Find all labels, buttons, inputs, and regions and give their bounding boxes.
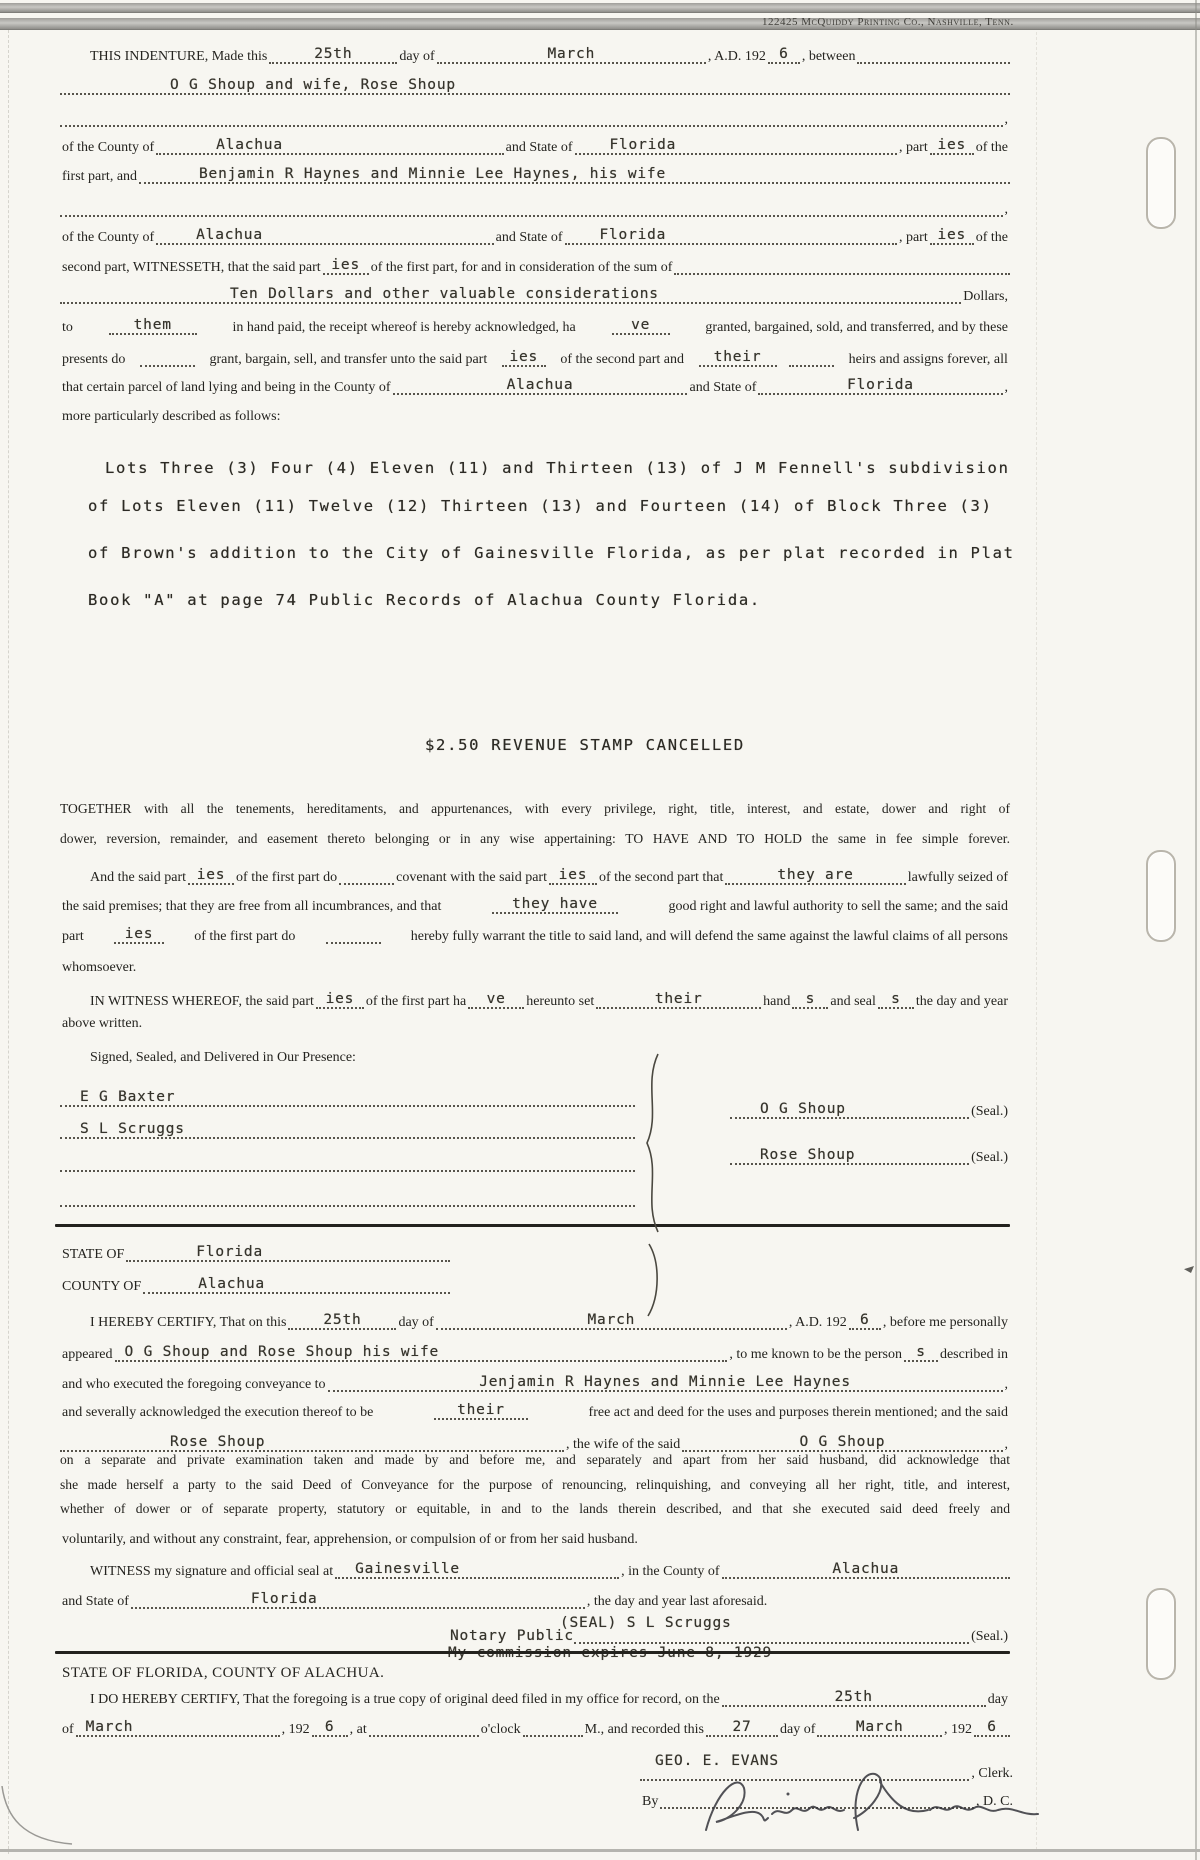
typed-fill: Jenjamin R Haynes and Minnie Lee Haynes — [328, 1375, 1003, 1393]
form-line — [60, 1370, 1010, 1392]
form-text: , Clerk. — [971, 1766, 1013, 1781]
right-edge-line — [1195, 0, 1197, 1860]
form-line — [60, 1272, 450, 1294]
form-line — [60, 373, 1010, 395]
form-line — [60, 133, 1010, 155]
form-text: And the said part — [90, 870, 187, 885]
hole-punch — [1146, 850, 1176, 942]
form-line — [60, 802, 1010, 824]
form-line — [60, 195, 1010, 217]
typed-fill: 25th — [269, 47, 397, 65]
form-text: and severally acknowledged the execution thereof to be — [62, 1405, 374, 1420]
dotted-leader — [60, 1168, 635, 1172]
typed-fill: March — [817, 1720, 942, 1738]
dotted-leader — [857, 60, 1010, 64]
form-text: of the first part do — [236, 870, 338, 885]
form-text: of the — [975, 230, 1008, 245]
form-text: of the first part do — [194, 929, 296, 944]
form-line — [60, 105, 1010, 127]
form-text: day of — [398, 1315, 434, 1330]
typed-fill: March — [76, 1720, 280, 1738]
typed-fill: 27 — [706, 1720, 778, 1738]
form-text: first part, and — [62, 169, 138, 184]
form-line — [60, 1185, 635, 1207]
form-text: dower, reversion, remainder, and easement thereto belonging or in any wise appertaining: TO HAVE AND TO HOLD the same in fee simple forever. — [60, 831, 1010, 846]
form-text: and who executed the foregoing conveyance to — [62, 1377, 326, 1392]
spacer — [769, 1607, 1010, 1609]
form-text: and State of — [505, 140, 573, 155]
form-text: in hand paid, the receipt whereof is hereby acknowledged, ha — [232, 320, 576, 335]
form-text: , in the County of — [621, 1564, 720, 1579]
typed-fill: Florida — [565, 228, 897, 246]
form-line — [60, 1398, 1010, 1420]
form-line — [60, 1340, 1010, 1362]
typed-fill: Alachua — [156, 138, 503, 156]
typed-fill: O G Shoup and Rose Shoup his wife — [115, 1345, 728, 1363]
form-text: , — [1004, 202, 1008, 217]
margin-fold-line — [1036, 32, 1037, 1850]
typed-fill: 6 — [974, 1720, 1010, 1738]
form-line — [60, 162, 1010, 184]
hole-punch — [1146, 137, 1176, 229]
form-line — [60, 402, 1010, 424]
dotted-leader — [326, 940, 381, 944]
form-line — [88, 1557, 1010, 1579]
form-line — [88, 493, 993, 515]
notary-brace-icon — [645, 1242, 665, 1318]
form-text: second part, WITNESSETH, that the said part — [62, 260, 321, 275]
form-text: By — [642, 1794, 659, 1809]
form-line — [60, 1453, 1010, 1475]
form-text: , part — [898, 140, 928, 155]
form-text: of the second part and — [560, 352, 684, 367]
typed-fill: Florida — [126, 1245, 450, 1263]
form-text: free act and deed for the uses and purposes therein mentioned; and the said — [588, 1405, 1008, 1420]
typed-fill: Ten Dollars and other valuable considerations — [60, 287, 961, 305]
typed-fill: 25th — [722, 1690, 986, 1708]
form-line — [60, 345, 1010, 367]
form-text: , — [1004, 380, 1008, 395]
form-text: of the first part, for and in consideration of the sum of — [370, 260, 673, 275]
form-line — [88, 587, 761, 609]
typed-fill: S L Scruggs — [60, 1122, 635, 1140]
form-text: (Seal.) — [971, 1150, 1008, 1165]
form-text: that certain parcel of land lying and being in the County of — [62, 380, 391, 395]
form-text: , the day and year last aforesaid. — [586, 1594, 768, 1609]
separator-rule — [55, 1224, 1010, 1227]
form-line — [60, 223, 1010, 245]
form-text: STATE OF FLORIDA, COUNTY OF ALACHUA. — [62, 1665, 385, 1681]
form-line — [60, 282, 1010, 304]
form-line — [60, 1009, 1010, 1031]
scan-artifact — [1184, 1266, 1194, 1273]
form-text: , A.D. 192 — [707, 49, 766, 64]
form-text: hand — [763, 994, 791, 1009]
form-text: , before me personally — [882, 1315, 1008, 1330]
typed-fill: ies — [549, 868, 597, 886]
typed-fill: Rose Shoup — [730, 1148, 969, 1166]
typed-fill: s — [878, 992, 914, 1010]
form-text: Dollars, — [963, 289, 1008, 304]
form-text: TOGETHER with all the tenements, hereditaments, and appurtenances, with every privilege, right, title, interest, and estate, dower and right of — [60, 801, 1010, 816]
form-line — [60, 1502, 1010, 1524]
form-line — [60, 313, 1010, 335]
typed-fill: Benjamin R Haynes and Minnie Lee Haynes, his wife — [139, 167, 1010, 185]
dotted-leader — [789, 363, 834, 367]
form-text: day of — [779, 1722, 816, 1737]
form-text: of the County of — [62, 140, 155, 155]
form-text: presents do — [62, 352, 126, 367]
typed-fill: Florida — [758, 378, 1002, 396]
form-line — [88, 42, 1010, 64]
form-text: described in — [939, 1347, 1008, 1362]
typed-text: Lots Three (3) Four (4) Eleven (11) and Thirteen (13) of J M Fennell's subdivision — [105, 458, 1010, 477]
typed-fill: 6 — [312, 1720, 348, 1738]
typed-fill: Rose Shoup — [60, 1435, 564, 1453]
typed-fill: Florida — [575, 138, 897, 156]
form-text: WITNESS my signature and official seal at — [90, 1564, 334, 1579]
typed-fill: s — [904, 1345, 938, 1363]
typed-fill: their — [699, 350, 777, 368]
form-line — [88, 1685, 1010, 1707]
typed-fill: 6 — [849, 1313, 881, 1331]
form-text: of the first part ha — [365, 994, 467, 1009]
typed-fill: Alachua — [393, 378, 688, 396]
form-text: more particularly described as follows: — [62, 409, 281, 424]
printer-mark: 122425 McQuiddy Printing Co., Nashville, Tenn. — [762, 16, 1014, 28]
typed-fill: them — [109, 318, 197, 336]
typed-fill: 25th — [288, 1313, 396, 1331]
typed-fill: Alachua — [722, 1562, 1010, 1580]
typed-fill: March — [436, 1313, 787, 1331]
form-line — [60, 832, 1010, 854]
form-text: on a separate and private examination taken and made by and before me, and separately and apart from her said husband, did acknowledge that — [60, 1452, 1010, 1467]
form-text: (Seal.) — [971, 1629, 1008, 1644]
form-line — [60, 1659, 1010, 1681]
form-line — [60, 1430, 1010, 1452]
form-text: part — [62, 929, 84, 944]
typed-fill: they are — [725, 868, 905, 886]
form-line — [448, 1639, 772, 1661]
form-text: o'clock — [480, 1722, 521, 1737]
form-line — [60, 1085, 635, 1107]
form-text: lawfully seized of — [907, 870, 1008, 885]
typed-fill: Alachua — [143, 1277, 450, 1295]
typed-fill: ies — [114, 927, 164, 945]
form-text: , 192 — [944, 1722, 972, 1737]
form-line — [60, 1478, 1010, 1500]
strikethrough-rule — [55, 1651, 1010, 1654]
dotted-leader — [339, 881, 394, 885]
form-text: hereby fully warrant the title to said land, and will defend the same against the lawful claims of all persons — [410, 929, 1008, 944]
form-text: I HEREBY CERTIFY, That on this — [90, 1315, 287, 1330]
form-text: STATE OF — [62, 1247, 125, 1262]
form-line — [88, 987, 1010, 1009]
form-line — [60, 922, 1010, 944]
dotted-leader — [60, 123, 1003, 127]
form-text: I DO HEREBY CERTIFY, That the foregoing is a true copy of original deed filed in my office for record, on the — [90, 1692, 720, 1707]
form-text: (Seal.) — [971, 1104, 1008, 1119]
form-text: voluntarily, and without any constraint, fear, apprehension, or compulsion of or from her said husband. — [62, 1532, 638, 1547]
form-text: , A.D. 192 — [788, 1315, 847, 1330]
form-line — [60, 253, 1010, 275]
form-line — [60, 1240, 450, 1262]
form-line — [60, 1525, 1010, 1547]
form-text: whether of dower or of separate property, statutory or equitable, in and to the lands therein described, and that she executed said deed freely and — [60, 1501, 1010, 1516]
form-text: of the County of — [62, 230, 155, 245]
typed-fill: s — [792, 992, 828, 1010]
form-line — [730, 1097, 1010, 1119]
form-text: and seal — [830, 994, 876, 1009]
typed-fill: their — [434, 1403, 528, 1421]
form-text: , — [1004, 1377, 1008, 1392]
dotted-leader — [523, 1733, 583, 1737]
form-line — [730, 1143, 1010, 1165]
hole-punch — [1146, 1588, 1176, 1680]
witness-brace-icon — [635, 1052, 665, 1234]
form-text: , — [1004, 1437, 1008, 1452]
form-line — [60, 1150, 635, 1172]
typed-text: GEO. E. EVANS — [655, 1752, 779, 1769]
form-text: , between — [801, 49, 856, 64]
typed-fill: Florida — [131, 1592, 585, 1610]
typed-fill: ve — [468, 992, 524, 1010]
form-text: , D. C. — [976, 1794, 1013, 1809]
typed-text: of Lots Eleven (11) Twelve (12) Thirteen (13) and Fourteen (14) of Block Three (3) — [88, 496, 993, 515]
dotted-leader — [369, 1733, 479, 1737]
typed-fill: Gainesville — [335, 1562, 619, 1580]
dotted-leader — [60, 213, 1003, 217]
form-text: covenant with the said part — [396, 870, 547, 885]
typed-fill: they have — [492, 897, 618, 915]
form-line — [105, 455, 1010, 477]
form-text: to — [62, 320, 73, 335]
typed-fill: O G Shoup — [730, 1102, 969, 1120]
typed-fill: O G Shoup — [682, 1435, 1002, 1453]
typed-fill: O G Shoup and wife, Rose Shoup — [60, 78, 1010, 96]
typed-fill: March — [437, 47, 706, 65]
spacer — [60, 1642, 450, 1644]
form-text: M., and recorded this — [584, 1722, 704, 1737]
form-line — [88, 540, 1015, 562]
form-text: day of — [399, 49, 435, 64]
page-curl — [0, 1786, 74, 1848]
form-text: , 192 — [281, 1722, 310, 1737]
form-text: heirs and assigns forever, all — [848, 352, 1008, 367]
typed-fill: 6 — [768, 47, 800, 65]
dotted-leader — [674, 271, 1010, 275]
typed-fill: ies — [930, 228, 974, 246]
typed-fill: their — [596, 992, 761, 1010]
typed-text: Notary Public — [450, 1627, 574, 1644]
form-line — [60, 1715, 1010, 1737]
form-line — [60, 73, 1010, 95]
typed-fill: ies — [323, 258, 369, 276]
typed-text: (SEAL) S L Scruggs — [560, 1614, 732, 1631]
form-text: above written. — [62, 1016, 143, 1031]
form-text: the day and year — [915, 994, 1008, 1009]
form-text: and State of — [689, 380, 757, 395]
form-text: whomsoever. — [62, 960, 137, 975]
form-text: Signed, Sealed, and Delivered in Our Presence: — [90, 1050, 356, 1065]
form-line — [60, 953, 1010, 975]
form-text: , the wife of the said — [566, 1437, 681, 1452]
form-line — [60, 892, 1010, 914]
typed-fill: ies — [188, 868, 234, 886]
typed-fill: E G Baxter — [60, 1090, 635, 1108]
dotted-leader — [140, 363, 195, 367]
left-edge-line — [8, 30, 9, 1854]
form-line — [60, 1117, 635, 1139]
form-text: and State of — [62, 1594, 129, 1609]
form-text: day — [987, 1692, 1008, 1707]
form-text: of the — [975, 140, 1008, 155]
form-text: appeared — [62, 1347, 113, 1362]
form-line — [88, 863, 1010, 885]
typed-fill: ve — [612, 318, 670, 336]
typed-text: Book "A" at page 74 Public Records of Alachua County Florida. — [88, 590, 761, 609]
form-text: the said premises; that they are free from all incumbrances, and that — [62, 899, 442, 914]
top-scan-band — [0, 3, 1200, 13]
form-text: of — [62, 1722, 74, 1737]
typed-text: $2.50 REVENUE STAMP CANCELLED — [425, 735, 745, 754]
form-text: of the second part that — [598, 870, 724, 885]
typed-fill: Alachua — [156, 228, 493, 246]
form-line — [60, 1587, 1010, 1609]
handwritten-signature — [690, 1758, 1040, 1853]
typed-fill: ies — [502, 350, 546, 368]
form-text: granted, bargained, sold, and transferred, and by these — [705, 320, 1008, 335]
form-text: , part — [898, 230, 928, 245]
form-text: and State of — [495, 230, 563, 245]
dotted-leader — [60, 1203, 635, 1207]
form-text: , at — [349, 1722, 367, 1737]
form-line — [425, 732, 745, 754]
form-text: COUNTY OF — [62, 1279, 142, 1294]
form-text: IN WITNESS WHEREOF, the said part — [90, 994, 314, 1009]
form-text: hereunto set — [526, 994, 595, 1009]
form-text: grant, bargain, sell, and transfer unto the said part — [209, 352, 488, 367]
typed-text: of Brown's addition to the City of Gainesville Florida, as per plat recorded in Plat — [88, 543, 1015, 562]
form-line — [88, 1308, 1010, 1330]
form-text: , — [1004, 112, 1008, 127]
typed-fill: ies — [316, 992, 364, 1010]
form-text: she made herself a party to the said Deed of Conveyance for the purpose of renouncing, relinquishing, and conveying all her right, title, and interest, — [60, 1477, 1010, 1492]
form-text: THIS INDENTURE, Made this — [90, 49, 268, 64]
form-text: good right and lawful authority to sell the same; and the said — [668, 899, 1008, 914]
form-line — [88, 1043, 358, 1065]
form-text: , to me known to be the person — [729, 1347, 902, 1362]
typed-fill: ies — [930, 138, 974, 156]
